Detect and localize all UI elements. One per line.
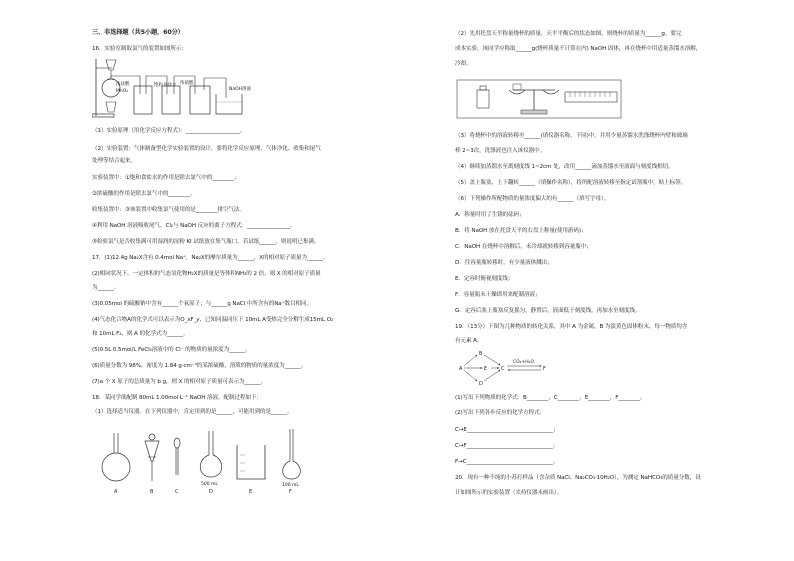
text-line: 收集装置中：③该装置中收集氯气使用的是________排空气法。 <box>92 207 245 213</box>
text-line: 棒 2~3次，洗涤液也注入该仪器中。 <box>455 148 546 154</box>
text-line: （5）盖上瓶塞，上下翻转______（填操作名称），将所配溶液转移至指定试剂瓶中，贴上标签。 <box>455 180 687 186</box>
text-line: ⑤检验氯气是否收集满可用湿润的淀粉 KI 试纸放在集气瓶口，若试纸______，则说明已集满。 <box>92 239 320 245</box>
apparatus-label: 浓硫酸 <box>180 81 194 86</box>
text-line: （1）实验原理（用化学反应方程式）：____________________。 <box>92 128 246 134</box>
text-line: F→C________________________________。 <box>455 459 559 465</box>
apparatus-label: 饱和食盐水 <box>154 83 177 88</box>
instrument-label: B <box>150 489 154 495</box>
text-line: 冷却。 <box>455 61 472 67</box>
option-f: F．容量瓶未干燥即用来配制溶液； <box>455 292 541 298</box>
node-f: F <box>543 366 546 372</box>
text-line: 计如图所示的实验装置（夹持仪器未画出）。 <box>455 490 563 496</box>
node-d: D <box>479 381 483 387</box>
balance-figure <box>455 76 625 122</box>
text-line: （2）先用托盘天平称量烧杯的质量，天平平衡后的状态如图，则烧杯的质量为______g。要完 <box>455 31 682 37</box>
text-line: (7)a 个 X 原子的总质量为 b g，则 X 的相对原子质量可表示为______。 <box>92 379 267 385</box>
text-line: C→E________________________________； <box>455 427 559 433</box>
node-c: C <box>501 366 505 372</box>
question-19: 19．（13分）下图为几种物质的转化关系，其中 A 为金属，B 为淡黄色固体粉末，每一物质均含 <box>455 324 688 330</box>
question-17: 17．(1)12.4g Na₂X含有 0.4mol Na⁺，Na₂X的摩尔质量为______，X的相对原子质量为______。 <box>92 255 329 261</box>
node-b: B <box>479 351 483 357</box>
apparatus-label: NaOH溶液 <box>229 87 252 92</box>
text-line: 实验装置中：①饱和食盐水的作用是除去氯气中的________； <box>92 175 240 181</box>
text-line: 为______。 <box>92 285 120 291</box>
text-line: (5)0.5L 0.5mol/L FeCl₃溶液中的 Cl⁻ 的物质的量浓度为______。 <box>92 347 251 353</box>
text-line: ④利用 NaOH 溶液吸收尾气，Cl₂与 NaOH 反应的离子方程式：________________。 <box>92 223 296 229</box>
text-line: (2)相同状况下，一定体积的气态氢化物H₂X的质量是等体积NH₃的 2 倍。则 X 的相对原子质量 <box>92 271 321 277</box>
text-line: (2)写出下列各步反应的化学方程式： <box>455 410 546 416</box>
question-18: 18．某同学欲配制 80mL 1.00mol·L⁻¹ NaOH 溶液，配制过程如下： <box>92 395 262 401</box>
conversion-diagram <box>457 346 557 388</box>
apparatus-label: 浓盐酸 <box>116 82 130 87</box>
option-c: C．NaOH 在烧杯中溶解后，未冷却就转移到容量瓶中； <box>455 244 592 250</box>
option-g: G．定容后塞上瓶塞反复摇匀，静置后，液面低于刻度线，再加水至刻度线。 <box>455 308 641 314</box>
option-a: A．称量时用了生锈的砝码； <box>455 212 525 218</box>
apparatus-label: MnO₂ <box>116 89 129 94</box>
right-column <box>455 0 785 561</box>
option-d: D．往容量瓶转移时，有少量液体溅出； <box>455 260 553 266</box>
left-column <box>92 0 392 561</box>
instrument-label: E <box>249 489 253 495</box>
text-line: (3)0.05mol 的硫酸钠中含有______个氧原子；与______g NaCl 中所含有的Na⁺数目相同。 <box>92 301 312 307</box>
instrument-note: 100 mL <box>282 483 299 488</box>
question-16: 16．实验室制取氯气的装置如图所示： <box>92 46 187 52</box>
text-line: ②浓硫酸的作用是除去氯气中的________。 <box>92 191 196 197</box>
text-line: （1）选择适当仪器。在下列仪器中，肯定用到的是______，可能用到的是______。 <box>92 409 293 415</box>
chlorine-apparatus-figure <box>92 56 272 121</box>
text-line: （3）将烧杯中的溶液转移至______(填仪器名称，下同)中，并用少量蒸馏水洗涤烧杯内壁和玻璃 <box>455 133 688 139</box>
node-e: E <box>484 366 488 372</box>
text-line: （2）实验装置：气体制备型化学实验装置的设计，要将化学反应原理、气体净化、收集和尾气 <box>92 146 321 152</box>
text-line: （6）下列操作所配物质的量浓度偏大的有______（填写字母）。 <box>455 196 610 202</box>
option-b: B．将 NaOH 放在托盘天平的右盘上称量(使用游码)； <box>455 228 587 234</box>
text-line: （4）继续加蒸馏水至离刻度线 1~2cm 处，改用______滴加蒸馏水至液面与刻度线相切。 <box>455 164 674 170</box>
edge-label: CO₂+H₂O <box>513 360 534 365</box>
instrument-label: F <box>289 489 292 495</box>
instrument-note: 500 mL <box>201 482 218 487</box>
instruments-figure <box>97 427 312 499</box>
node-a: A <box>459 366 463 372</box>
text-line: (6)质量分数为 98%，密度为 1.84 g·cm⁻³的某浓硫酸，溶质的物质的量浓度为______。 <box>92 363 307 369</box>
text-line: C→F________________________________； <box>455 443 559 449</box>
text-line: 处理等结合起来。 <box>92 158 136 164</box>
text-line: (1)写出下列物质的化学式：B________，C________，E________，F________。 <box>455 395 646 401</box>
instrument-label: D <box>209 489 213 495</box>
option-e: E．定容时俯视刻度线； <box>455 276 514 282</box>
text-line: 有元素 A。 <box>455 338 483 344</box>
instrument-label: A <box>114 489 118 495</box>
instrument-label: C <box>175 489 179 495</box>
text-line: 成本实验，该同学应称取______g(烧杯质量不计算在内) NaOH 固体，再在烧杯中用适量蒸馏水溶解， <box>455 46 702 52</box>
text-line: 和 10mL F₂，则 A 的化学式为______。 <box>92 331 189 337</box>
section-heading: 三、非选择题（共5小题，60分） <box>92 29 184 36</box>
text-line: (4)气态化合物A的化学式可以表示为O_xF_y，已知同温同压下 10mL A受热完全分解生成15mL O₂ <box>92 317 334 323</box>
question-20: 20．现有一种不纯的小苏打样品（含杂质 NaCl、Na₂CO₃·10H₂O），为测定 NaHCO₃的质量分数，设 <box>455 475 701 481</box>
